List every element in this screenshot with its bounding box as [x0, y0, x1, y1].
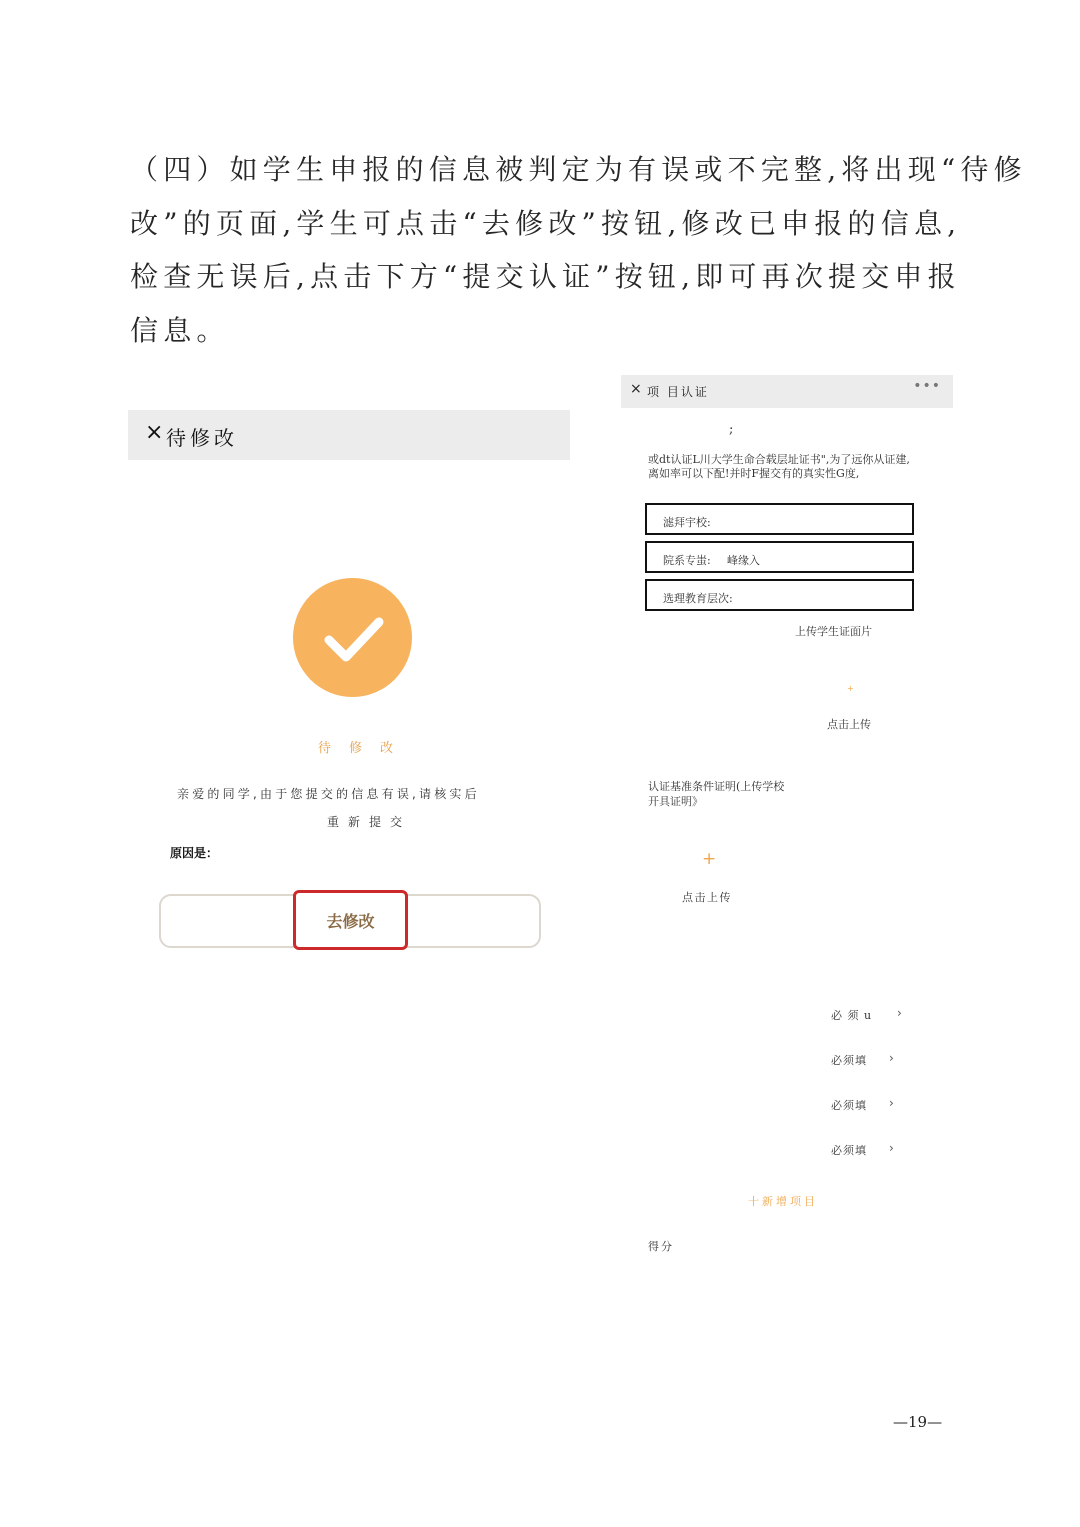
upload-student-id-label: 上传学生证面片	[795, 625, 872, 638]
required-row[interactable]	[831, 1006, 903, 1023]
chevron-right-icon: ›	[889, 1051, 895, 1065]
more-icon[interactable]: •••	[913, 378, 941, 394]
education-level-field[interactable]	[645, 579, 914, 611]
punctuation-text: ;	[729, 422, 734, 437]
status-message-cont: 重新提交	[327, 815, 412, 829]
required-row[interactable]	[831, 1141, 895, 1158]
required-label: 必 须 u	[831, 1009, 873, 1022]
upload-cert-button[interactable]: 点击上传	[682, 891, 732, 904]
close-icon[interactable]: ×	[145, 420, 164, 445]
instruction-paragraph	[130, 143, 1027, 357]
field-label: 院系专蚩:	[663, 554, 711, 567]
status-label: 待修改	[318, 741, 412, 756]
field-label: 滤拜宇校:	[663, 516, 711, 529]
chevron-right-icon: ›	[897, 1006, 903, 1020]
project-cert-header	[621, 375, 953, 408]
paragraph-line: 信息。	[130, 313, 230, 347]
pending-revision-header	[128, 410, 570, 460]
score-label: 得分	[648, 1240, 674, 1253]
department-major-field[interactable]	[645, 541, 914, 573]
check-circle-icon	[293, 578, 412, 697]
upload-student-id-button[interactable]: 点击上传	[827, 718, 871, 731]
required-row[interactable]	[831, 1096, 895, 1113]
chevron-right-icon: ›	[889, 1141, 895, 1155]
required-label: 必须填	[831, 1054, 867, 1067]
cert-proof-label: 认证基准条件证明(上传学校开具证明》	[648, 780, 785, 808]
reason-label: 原因是：	[170, 846, 219, 860]
cert-intro-text: 或dt认证L川大学生命合载层址证书",为了远你从证建,离如率可以下配!并时F握交有的真实性G度,	[648, 453, 910, 480]
page-number: —19—	[893, 1413, 943, 1431]
paragraph-line: 检查无误后,点击下方“提交认证”按钮,即可再次提交申报	[130, 260, 961, 293]
checkmark-icon	[293, 578, 412, 697]
add-item-button[interactable]: 十新增项目	[748, 1195, 818, 1208]
paragraph-line: （四）如学生申报的信息被判定为有误或不完整,将出现“待修	[130, 153, 1027, 186]
go-modify-button[interactable]: 去修改	[293, 890, 408, 950]
required-label: 必须填	[831, 1099, 867, 1112]
required-row[interactable]	[831, 1051, 895, 1068]
school-field[interactable]	[645, 503, 914, 535]
status-message: 亲爱的同学,由于您提交的信息有误,请核实后	[177, 787, 480, 801]
paragraph-line: 改”的页面,学生可点击“去修改”按钮,修改已申报的信息,	[130, 206, 962, 240]
page-title: 待修改	[166, 426, 238, 450]
plus-icon[interactable]: +	[847, 684, 854, 693]
chevron-right-icon: ›	[889, 1096, 895, 1110]
plus-icon[interactable]: +	[702, 849, 717, 869]
field-value: 峰缘入	[727, 554, 760, 567]
close-icon[interactable]: ×	[630, 381, 642, 397]
required-label: 必须填	[831, 1144, 867, 1157]
page-title: 项 目认证	[647, 385, 709, 399]
field-label: 选理教育层次:	[663, 592, 733, 605]
